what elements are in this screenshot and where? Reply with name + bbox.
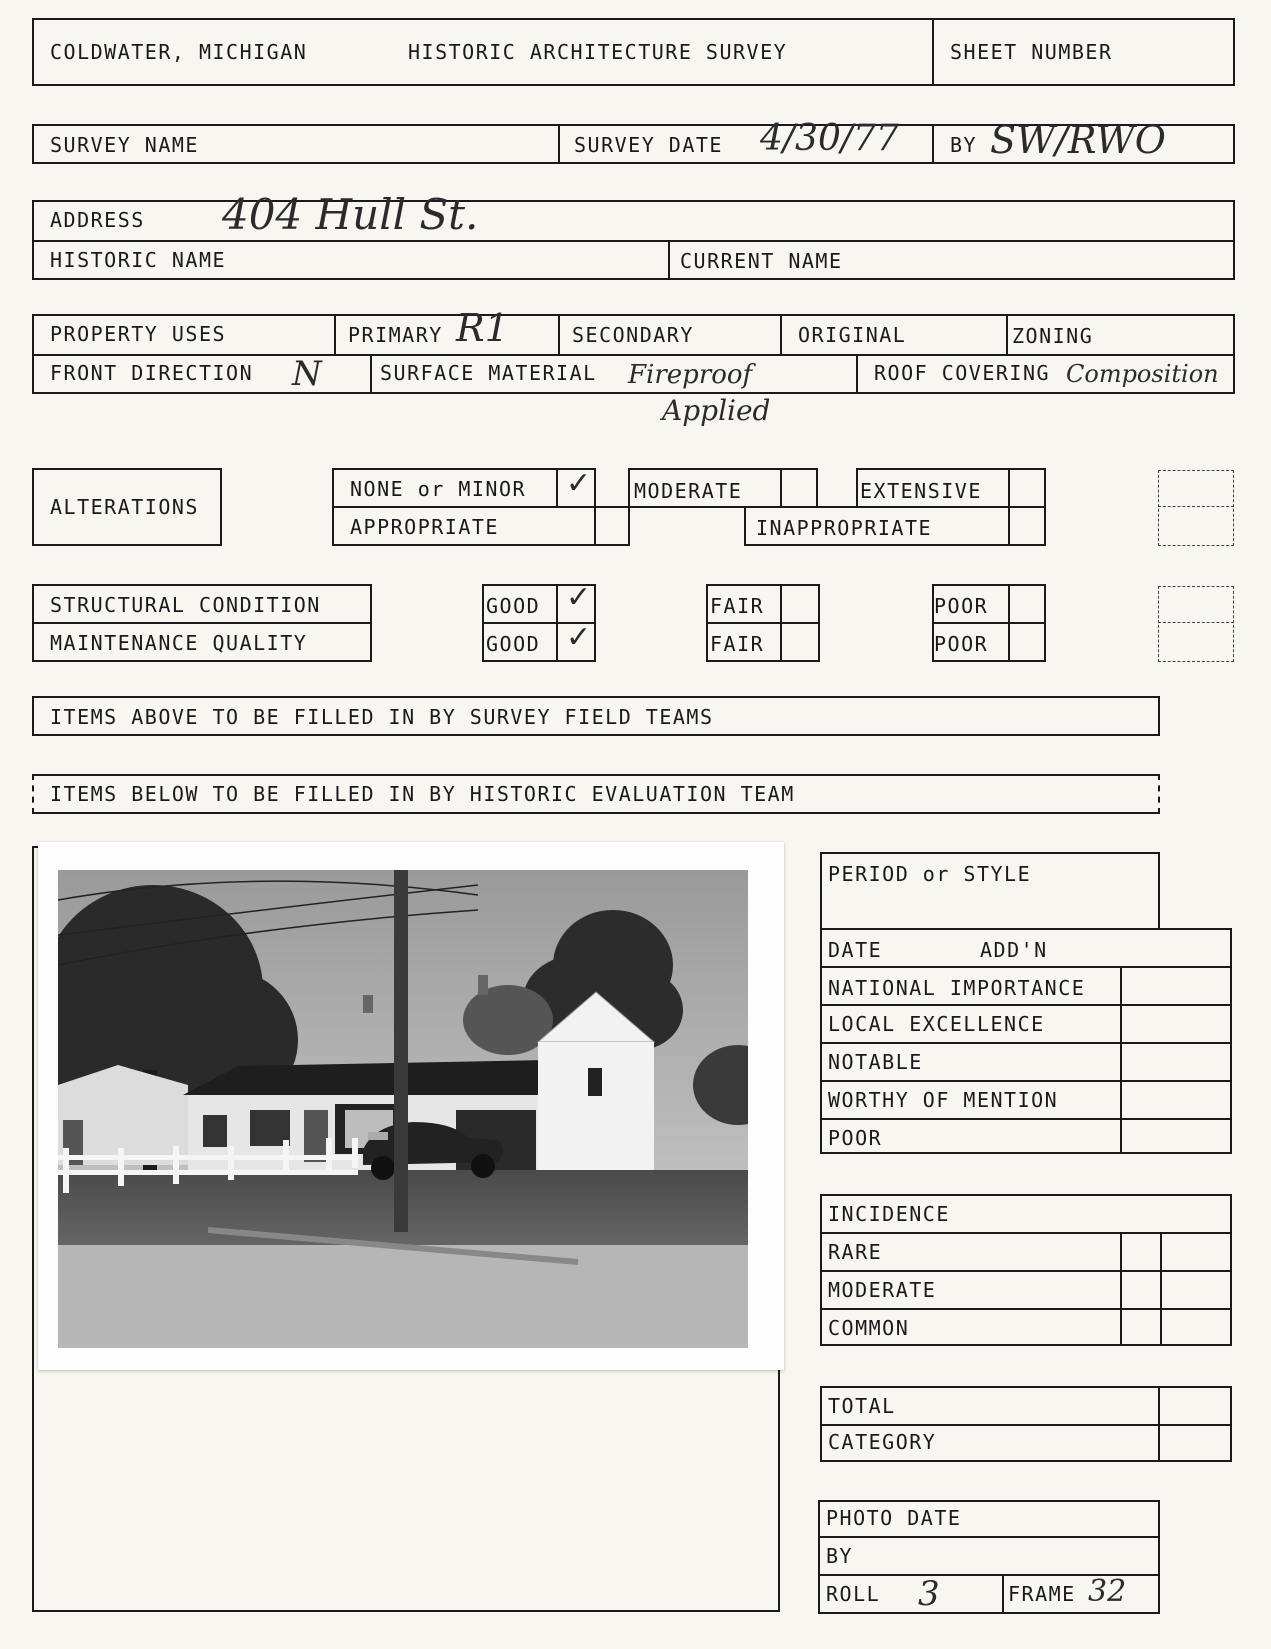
inappropriate-label: INAPPROPRIATE bbox=[756, 516, 933, 540]
original-label: ORIGINAL bbox=[798, 323, 907, 347]
address-divider bbox=[32, 240, 1235, 242]
moderate-check-div bbox=[780, 468, 782, 508]
eval-col-div bbox=[1120, 966, 1122, 1154]
road bbox=[58, 1245, 748, 1348]
photo-by-label: BY bbox=[826, 1544, 854, 1568]
photo-date-label: PHOTO DATE bbox=[826, 1506, 962, 1530]
alterations-score-div bbox=[1158, 506, 1234, 507]
total-row-div bbox=[820, 1424, 1232, 1426]
maintenance-good-label: GOOD bbox=[486, 632, 541, 656]
structural-good-label: GOOD bbox=[486, 594, 541, 618]
good-check-div bbox=[556, 584, 558, 662]
survey-date-label: SURVEY DATE bbox=[574, 133, 723, 157]
notable-label: NOTABLE bbox=[828, 1050, 923, 1074]
none-minor-check-div bbox=[556, 468, 558, 508]
maintenance-poor-label: POOR bbox=[934, 632, 989, 656]
address-value: 404 Hull St. bbox=[222, 190, 479, 239]
photo-info-div-1 bbox=[818, 1536, 1160, 1538]
rare-label: RARE bbox=[828, 1240, 883, 1264]
roof-covering-value: Composition bbox=[1066, 360, 1219, 388]
structural-good-check: ✓ bbox=[566, 580, 592, 615]
roll-frame-div bbox=[1002, 1574, 1004, 1614]
incidence-col-div bbox=[1120, 1232, 1122, 1346]
eval-poor-label: POOR bbox=[828, 1126, 883, 1150]
front-direction-label: FRONT DIRECTION bbox=[50, 361, 254, 385]
maintenance-quality-label: MAINTENANCE QUALITY bbox=[50, 631, 308, 655]
by-value: SW/RWO bbox=[990, 118, 1166, 162]
worthy-of-mention-label: WORTHY OF MENTION bbox=[828, 1088, 1059, 1112]
extensive-check-div bbox=[1008, 468, 1010, 508]
by-label: BY bbox=[950, 133, 978, 157]
fair-check-div bbox=[780, 584, 782, 662]
survey-divider-2 bbox=[932, 124, 934, 164]
maintenance-fair-label: FAIR bbox=[710, 632, 765, 656]
common-label: COMMON bbox=[828, 1316, 910, 1340]
sheet-number-label: SHEET NUMBER bbox=[950, 40, 1113, 64]
extensive-label: EXTENSIVE bbox=[860, 479, 982, 503]
addn-label: ADD'N bbox=[980, 938, 1048, 962]
period-style-label: PERIOD or STYLE bbox=[828, 862, 1032, 886]
frame-value: 32 bbox=[1088, 1574, 1127, 1609]
local-excellence-label: LOCAL EXCELLENCE bbox=[828, 1012, 1045, 1036]
roll-label: ROLL bbox=[826, 1582, 881, 1606]
alterations-label: ALTERATIONS bbox=[50, 495, 199, 519]
name-divider bbox=[668, 240, 670, 280]
frame-label: FRAME bbox=[1008, 1582, 1076, 1606]
alterations-score-box bbox=[1158, 470, 1234, 546]
pu-div-4 bbox=[1006, 314, 1008, 354]
fair-div bbox=[706, 622, 820, 624]
incidence-row-div-3 bbox=[820, 1308, 1232, 1310]
incidence-col-div-2 bbox=[1160, 1232, 1162, 1346]
eval-row-div-1 bbox=[820, 966, 1232, 968]
pu-div-2 bbox=[558, 314, 560, 354]
none-minor-label: NONE or MINOR bbox=[350, 477, 527, 501]
incidence-row-div-1 bbox=[820, 1232, 1232, 1234]
field-teams-note: ITEMS ABOVE TO BE FILLED IN BY SURVEY FIELD TEAMS bbox=[50, 705, 714, 729]
secondary-label: SECONDARY bbox=[572, 323, 694, 347]
eval-row-div-4 bbox=[820, 1080, 1232, 1082]
pu-div-1 bbox=[334, 314, 336, 354]
historic-name-label: HISTORIC NAME bbox=[50, 248, 227, 272]
condition-score-box bbox=[1158, 586, 1234, 662]
surface-material-value-2: Applied bbox=[662, 394, 771, 427]
property-uses-label: PROPERTY USES bbox=[50, 322, 227, 346]
appropriate-check-div bbox=[594, 506, 596, 546]
national-importance-label: NATIONAL IMPORTANCE bbox=[828, 976, 1086, 1000]
structural-poor-label: POOR bbox=[934, 594, 989, 618]
surface-material-label: SURFACE MATERIAL bbox=[380, 361, 597, 385]
poor-div bbox=[932, 622, 1046, 624]
address-label: ADDRESS bbox=[50, 208, 145, 232]
pu-div-3 bbox=[780, 314, 782, 354]
surface-material-value-1: Fireproof bbox=[628, 360, 753, 390]
header-city: COLDWATER, MICHIGAN bbox=[50, 40, 308, 64]
eval-row-div-5 bbox=[820, 1118, 1232, 1120]
primary-label: PRIMARY bbox=[348, 323, 443, 347]
survey-date-value: 4/30/77 bbox=[760, 118, 899, 159]
structural-condition-label: STRUCTURAL CONDITION bbox=[50, 593, 321, 617]
category-label: CATEGORY bbox=[828, 1430, 937, 1454]
header-title: HISTORIC ARCHITECTURE SURVEY bbox=[408, 40, 788, 64]
appropriate-label: APPROPRIATE bbox=[350, 515, 499, 539]
eval-row-div-3 bbox=[820, 1042, 1232, 1044]
none-minor-check: ✓ bbox=[566, 466, 592, 501]
total-label: TOTAL bbox=[828, 1394, 896, 1418]
condition-score-div bbox=[1158, 622, 1234, 623]
evaluation-team-note: ITEMS BELOW TO BE FILLED IN BY HISTORIC EVALUATION TEAM bbox=[50, 782, 795, 806]
survey-divider-1 bbox=[558, 124, 560, 164]
structural-fair-label: FAIR bbox=[710, 594, 765, 618]
utility-pole bbox=[394, 870, 408, 1232]
inappropriate-check-div bbox=[1008, 506, 1010, 546]
current-name-label: CURRENT NAME bbox=[680, 249, 843, 273]
header-divider bbox=[932, 18, 934, 86]
fd-div-2 bbox=[856, 354, 858, 394]
incidence-moderate-label: MODERATE bbox=[828, 1278, 937, 1302]
zoning-label: ZONING bbox=[1012, 324, 1094, 348]
survey-name-label: SURVEY NAME bbox=[50, 133, 199, 157]
incidence-row-div-2 bbox=[820, 1270, 1232, 1272]
house-photo bbox=[58, 870, 748, 1348]
maintenance-good-check: ✓ bbox=[566, 620, 592, 655]
property-divider bbox=[32, 354, 1235, 356]
front-direction-value: N bbox=[292, 354, 322, 394]
roll-value: 3 bbox=[918, 1574, 940, 1614]
poor-check-div bbox=[1008, 584, 1010, 662]
date-label: DATE bbox=[828, 938, 883, 962]
incidence-label: INCIDENCE bbox=[828, 1202, 950, 1226]
fd-div-1 bbox=[370, 354, 372, 394]
condition-label-div bbox=[32, 622, 372, 624]
eval-row-div-2 bbox=[820, 1004, 1232, 1006]
roof-covering-label: ROOF COVERING bbox=[874, 361, 1051, 385]
primary-value: R1 bbox=[456, 306, 509, 350]
moderate-label: MODERATE bbox=[634, 479, 743, 503]
